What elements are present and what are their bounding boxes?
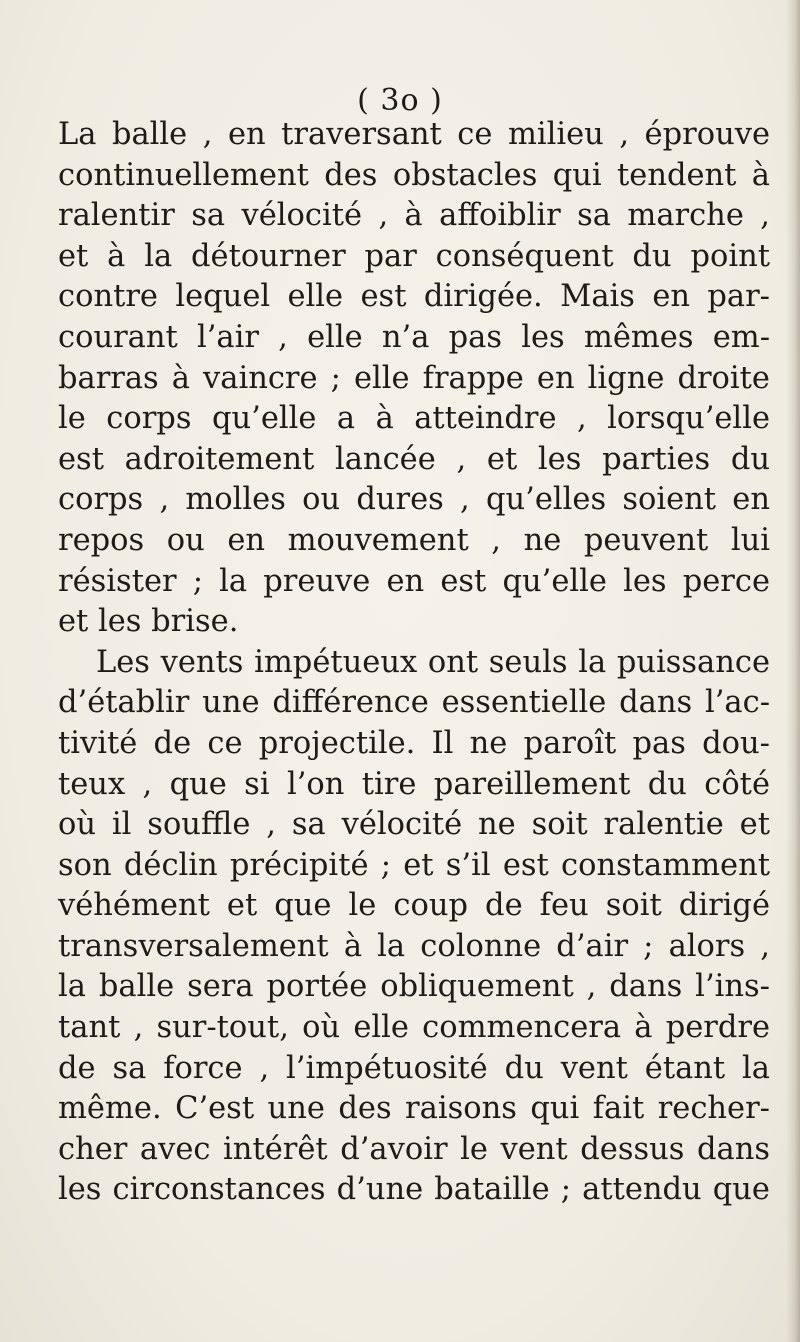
- page-number: ( 3o ): [357, 83, 443, 118]
- text-line: d’établir une différence essentielle dans l’ac-: [58, 685, 770, 721]
- text-line: les circonstances d’une bataille ; attendu que: [58, 1172, 770, 1208]
- text-line: tant , sur-tout, où elle commencera à perdre: [58, 1010, 770, 1046]
- text-line: barras à vaincre ; elle frappe en ligne droite: [58, 360, 770, 396]
- text-line: corps , molles ou dures , qu’elles soient en: [58, 482, 770, 518]
- text-line: transversalement à la colonne d’air ; alors ,: [58, 928, 770, 964]
- text-line: courant l’air , elle n’a pas les mêmes em-: [58, 319, 770, 355]
- text-line: est adroitement lancée , et les parties du: [58, 441, 770, 477]
- text-line: véhément et que le coup de feu soit dirigé: [58, 888, 770, 924]
- text-line: de sa force , l’impétuosité du vent étant la: [58, 1050, 770, 1086]
- text-line: où il souffle , sa vélocité ne soit ralentie et: [58, 807, 770, 843]
- text-line: son déclin précipité ; et s’il est constamment: [58, 847, 770, 883]
- text-line: tivité de ce projectile. Il ne paroît pas dou-: [58, 725, 770, 761]
- text-line: le corps qu’elle a à atteindre , lorsqu’elle: [58, 401, 770, 437]
- page-edge-shadow: [786, 0, 800, 1342]
- text-line: la balle sera portée obliquement , dans l’ins-: [58, 969, 770, 1005]
- text-line: cher avec intérêt d’avoir le vent dessus dans: [58, 1131, 770, 1167]
- text-line: même. C’est une des raisons qui fait recher-: [58, 1091, 770, 1127]
- text-line: La balle , en traversant ce milieu , éprouve: [58, 117, 770, 152]
- text-line: contre lequel elle est dirigée. Mais en par-: [58, 279, 770, 315]
- text-line: et à la détourner par conséquent du point: [58, 238, 770, 274]
- text-line: repos ou en mouvement , ne peuvent lui: [58, 522, 770, 558]
- text-line: ralentir sa vélocité , à affoiblir sa marche ,: [58, 198, 770, 234]
- body-text: [58, 115, 770, 1211]
- text-line: et les brise.: [58, 604, 239, 640]
- text-line: continuellement des obstacles qui tendent à: [58, 157, 770, 193]
- text-line: teux , que si l’on tire pareillement du côté: [58, 766, 770, 802]
- paragraph-start-line: Les vents impétueux ont seuls la puissance: [96, 644, 770, 680]
- text-line: résister ; la preuve en est qu’elle les perce: [58, 563, 770, 599]
